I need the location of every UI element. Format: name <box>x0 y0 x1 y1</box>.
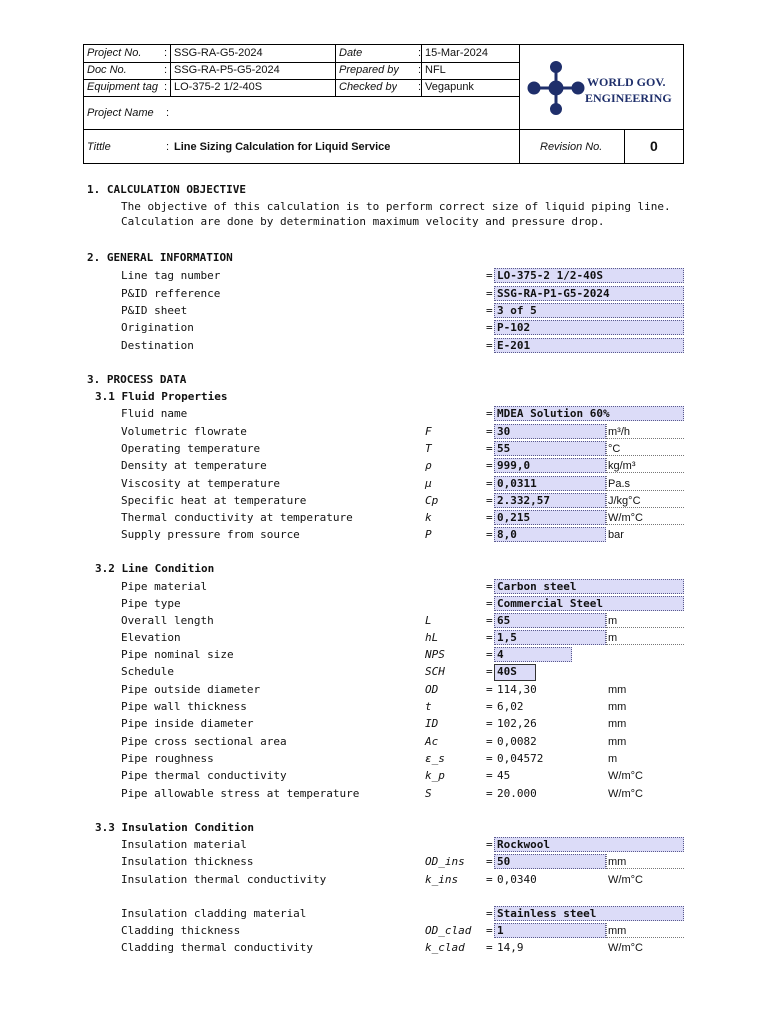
unit: kg/m³ <box>608 460 636 472</box>
doc-no-label: Doc No. <box>87 64 127 76</box>
colon: : <box>418 64 422 76</box>
unit: W/m°C <box>608 874 643 886</box>
symbol: T <box>425 442 432 455</box>
equals-sign: = <box>486 717 493 730</box>
unit: mm <box>608 684 627 696</box>
insulation-label: Cladding thickness <box>121 924 241 937</box>
pipe-material-input[interactable]: Carbon steel <box>494 579 684 594</box>
equals-sign: = <box>486 631 493 644</box>
unit: m³/h <box>608 426 630 438</box>
prepared-by-value: NFL <box>425 64 446 76</box>
insulation-material-input[interactable]: Rockwool <box>494 837 684 852</box>
symbol: OD_ins <box>425 855 465 868</box>
pipe-conductivity-value: 45 <box>497 769 511 782</box>
cladding-thickness-input[interactable]: 1 <box>494 923 606 938</box>
info-input[interactable]: SSG-RA-P1-G5-2024 <box>494 286 684 301</box>
colon: : <box>418 81 422 93</box>
equals-sign: = <box>486 287 493 300</box>
symbol: OD <box>425 683 439 696</box>
line-label: Pipe thermal conductivity <box>121 769 287 782</box>
section-2-heading: 2. GENERAL INFORMATION <box>87 251 233 264</box>
insulation-conductivity-value: 0,0340 <box>497 873 537 886</box>
section-3-heading: 3. PROCESS DATA <box>87 373 187 386</box>
line-label: Pipe type <box>121 597 181 610</box>
equals-sign: = <box>486 752 493 765</box>
unit: bar <box>608 529 624 541</box>
line-label: Pipe roughness <box>121 752 214 765</box>
world-gov-logo-icon <box>525 58 587 118</box>
unit: mm <box>608 701 627 713</box>
grid-line <box>84 96 519 97</box>
unit: °C <box>608 443 621 455</box>
symbol: OD_clad <box>425 924 472 937</box>
fluid-label: Fluid name <box>121 407 188 420</box>
outside-diameter-value: 114,30 <box>497 683 537 696</box>
prepared-by-label: Prepared by <box>339 64 399 76</box>
line-label: Pipe allowable stress at temperature <box>121 787 360 800</box>
allowable-stress-value: 20.000 <box>497 787 537 800</box>
unit: W/m°C <box>608 770 643 782</box>
equals-sign: = <box>486 873 493 886</box>
unit: Pa.s <box>608 478 631 490</box>
unit: m <box>608 615 618 627</box>
symbol: t <box>425 700 432 713</box>
equals-sign: = <box>486 597 493 610</box>
title-value: Line Sizing Calculation for Liquid Service <box>174 141 391 153</box>
unit: J/kg°C <box>608 495 641 507</box>
equals-sign: = <box>486 528 493 541</box>
symbol: k <box>425 511 432 524</box>
unit-cell <box>606 613 684 628</box>
line-label: Pipe inside diameter <box>121 717 254 730</box>
colon: : <box>166 107 170 119</box>
supply-pressure-input[interactable]: 8,0 <box>494 527 606 542</box>
flowrate-input[interactable]: 30 <box>494 424 606 439</box>
equals-sign: = <box>486 787 493 800</box>
checked-by-label: Checked by <box>339 81 398 93</box>
project-name-label: Project Name <box>87 107 154 119</box>
project-no-label: Project No. <box>87 47 142 59</box>
info-label: Destination <box>121 339 194 352</box>
equals-sign: = <box>486 648 493 661</box>
roughness-value: 0,04572 <box>497 752 544 765</box>
grid-line <box>170 45 171 97</box>
equals-sign: = <box>486 735 493 748</box>
fluid-label: Operating temperature <box>121 442 261 455</box>
cladding-conductivity-value: 14,9 <box>497 941 524 954</box>
info-label: P&ID refference <box>121 287 221 300</box>
unit: m <box>608 632 618 644</box>
line-label: Pipe cross sectional area <box>121 735 287 748</box>
colon: : <box>418 47 422 59</box>
equals-sign: = <box>486 580 493 593</box>
fluid-label: Volumetric flowrate <box>121 425 247 438</box>
line-label: Pipe wall thickness <box>121 700 247 713</box>
temperature-input[interactable]: 55 <box>494 441 606 456</box>
nominal-size-input[interactable]: 4 <box>494 647 572 662</box>
unit: mm <box>608 718 627 730</box>
line-label: Schedule <box>121 665 174 678</box>
symbol: k_ins <box>425 873 459 886</box>
unit: mm <box>608 925 627 937</box>
cladding-material-input[interactable]: Stainless steel <box>494 906 684 921</box>
symbol: ρ <box>425 459 432 472</box>
unit: W/m°C <box>608 942 643 954</box>
equals-sign: = <box>486 459 493 472</box>
symbol: S <box>425 787 432 800</box>
equals-sign: = <box>486 683 493 696</box>
equals-sign: = <box>486 838 493 851</box>
colon: : <box>166 141 170 153</box>
density-input[interactable]: 999,0 <box>494 458 606 473</box>
pipe-type-input[interactable]: Commercial Steel <box>494 596 684 611</box>
overall-length-input[interactable]: 65 <box>494 613 606 628</box>
equals-sign: = <box>486 269 493 282</box>
elevation-input[interactable]: 1,5 <box>494 630 606 645</box>
equals-sign: = <box>486 425 493 438</box>
unit: W/m°C <box>608 788 643 800</box>
unit: mm <box>608 736 627 748</box>
grid-line <box>421 45 422 97</box>
line-label: Pipe nominal size <box>121 648 234 661</box>
equals-sign: = <box>486 407 493 420</box>
unit-cell <box>606 630 684 645</box>
symbol: P <box>425 528 432 541</box>
fluid-name-input[interactable]: MDEA Solution 60% <box>494 406 684 421</box>
insulation-heading: 3.3 Insulation Condition <box>95 821 254 834</box>
fluid-label: Thermal conductivity at temperature <box>121 511 353 524</box>
unit: mm <box>608 856 627 868</box>
logo-text-line1: WORLD GOV. <box>587 75 666 89</box>
symbol: ε_s <box>425 752 445 765</box>
inside-diameter-value: 102,26 <box>497 717 537 730</box>
checked-by-value: Vegapunk <box>425 81 474 93</box>
info-input[interactable]: LO-375-2 1/2-40S <box>494 268 684 283</box>
insulation-label: Insulation thickness <box>121 855 254 868</box>
symbol: F <box>425 425 432 438</box>
thermal-conductivity-input[interactable]: 0,215 <box>494 510 606 525</box>
equipment-tag-value: LO-375-2 1/2-40S <box>174 81 263 93</box>
wall-thickness-value: 6,02 <box>497 700 524 713</box>
line-label: Overall length <box>121 614 214 627</box>
equals-sign: = <box>486 855 493 868</box>
info-label: P&ID sheet <box>121 304 188 317</box>
fluid-label: Supply pressure from source <box>121 528 300 541</box>
date-label: Date <box>339 47 363 59</box>
unit: m <box>608 753 618 765</box>
insulation-label: Insulation material <box>121 838 247 851</box>
equals-sign: = <box>486 614 493 627</box>
equals-sign: = <box>486 321 493 334</box>
grid-line <box>519 45 520 164</box>
grid-line <box>84 62 519 63</box>
equals-sign: = <box>486 769 493 782</box>
logo-text-line2: ENGINEERING <box>585 91 672 105</box>
equipment-tag-label: Equipment tag <box>87 81 158 93</box>
equals-sign: = <box>486 700 493 713</box>
fluid-label: Density at temperature <box>121 459 267 472</box>
insulation-thickness-input[interactable]: 50 <box>494 854 606 869</box>
symbol: Cp <box>425 494 439 507</box>
equals-sign: = <box>486 907 493 920</box>
grid-line <box>624 130 625 164</box>
symbol: L <box>425 614 432 627</box>
equals-sign: = <box>486 511 493 524</box>
viscosity-input[interactable]: 0,0311 <box>494 476 606 491</box>
equals-sign: = <box>486 339 493 352</box>
colon: : <box>164 47 168 59</box>
line-label: Pipe outside diameter <box>121 683 261 696</box>
cross-section-value: 0,0082 <box>497 735 537 748</box>
title-label: Tittle <box>87 141 111 153</box>
equals-sign: = <box>486 494 493 507</box>
equals-sign: = <box>486 924 493 937</box>
fluid-properties-heading: 3.1 Fluid Properties <box>95 390 228 403</box>
equals-sign: = <box>486 477 493 490</box>
equals-sign: = <box>486 941 493 954</box>
line-label: Pipe material <box>121 580 208 593</box>
revision-value: 0 <box>650 138 658 154</box>
symbol: μ <box>425 477 432 490</box>
project-no-value: SSG-RA-G5-2024 <box>174 47 263 59</box>
symbol: hL <box>425 631 439 644</box>
unit: W/m°C <box>608 512 643 524</box>
section-1-heading: 1. CALCULATION OBJECTIVE <box>87 183 246 196</box>
fluid-label: Specific heat at temperature <box>121 494 307 507</box>
symbol: k_p <box>425 769 445 782</box>
colon: : <box>164 64 168 76</box>
date-value: 15-Mar-2024 <box>425 47 488 59</box>
symbol: ID <box>425 717 439 730</box>
line-label: Elevation <box>121 631 181 644</box>
equals-sign: = <box>486 304 493 317</box>
grid-line <box>335 45 336 97</box>
info-label: Origination <box>121 321 194 334</box>
colon: : <box>164 81 168 93</box>
objective-line-2: Calculation are done by determination maximum velocity and pressure drop. <box>121 215 605 228</box>
grid-line <box>84 129 684 130</box>
info-input[interactable]: E-201 <box>494 338 684 353</box>
info-input[interactable]: 3 of 5 <box>494 303 684 318</box>
revision-label: Revision No. <box>540 141 603 153</box>
info-label: Line tag number <box>121 269 221 282</box>
specific-heat-input[interactable]: 2.332,57 <box>494 493 606 508</box>
equals-sign: = <box>486 442 493 455</box>
info-input[interactable]: P-102 <box>494 320 684 335</box>
objective-line-1: The objective of this calculation is to perform correct size of liquid piping line. <box>121 200 671 213</box>
line-condition-heading: 3.2 Line Condition <box>95 562 215 575</box>
doc-no-value: SSG-RA-P5-G5-2024 <box>174 64 280 76</box>
insulation-label: Insulation cladding material <box>121 907 307 920</box>
symbol: NPS <box>425 648 445 661</box>
schedule-input[interactable]: 40S <box>494 664 536 681</box>
equals-sign: = <box>486 665 493 678</box>
symbol: SCH <box>425 665 445 678</box>
symbol: Ac <box>425 735 439 748</box>
insulation-label: Cladding thermal conductivity <box>121 941 314 954</box>
insulation-label: Insulation thermal conductivity <box>121 873 327 886</box>
fluid-label: Viscosity at temperature <box>121 477 280 490</box>
symbol: k_clad <box>425 941 465 954</box>
